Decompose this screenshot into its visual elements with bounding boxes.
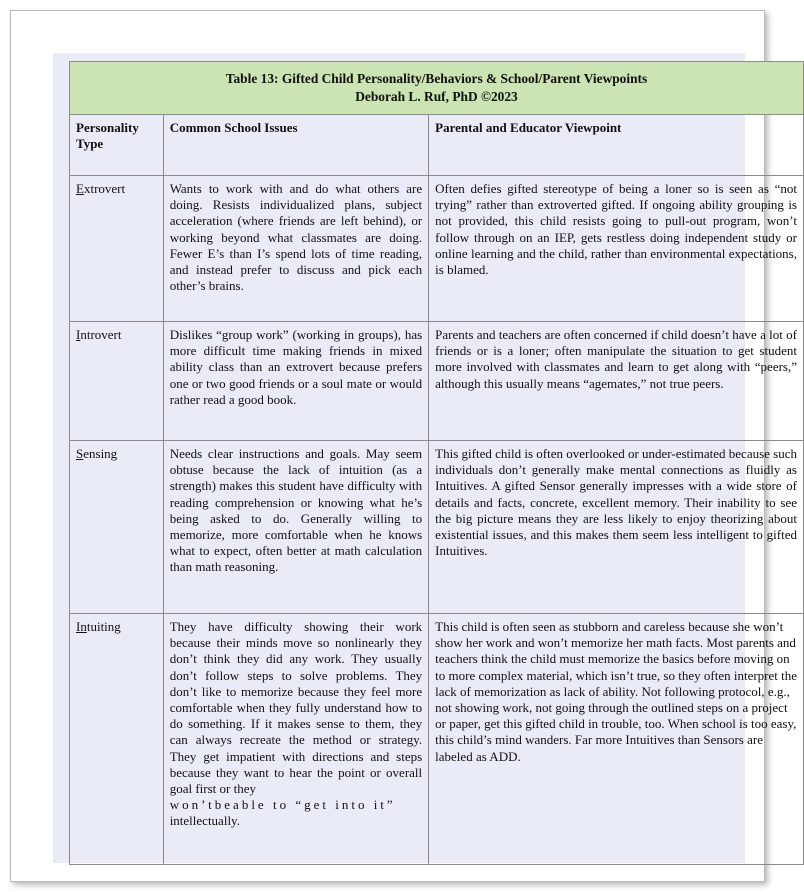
type-rest: tuiting (86, 619, 121, 634)
type-cell-introvert (70, 322, 164, 441)
type-cell-sensing (70, 441, 164, 614)
personality-table (69, 61, 804, 865)
type-initial: S (76, 446, 84, 461)
type-initial: In (76, 619, 87, 634)
type-cell-extrovert (70, 176, 164, 322)
type-rest: ensing (83, 446, 118, 461)
type-initial: I (76, 327, 81, 342)
table-title: Table 13: Gifted Child Personality/Behaviors & School/Parent Viewpoints (225, 71, 648, 86)
header-school-issues: Common School Issues (163, 115, 428, 176)
type-cell-intuiting (70, 614, 164, 865)
header-row (70, 115, 804, 176)
viewpoint-sensing: This gifted child is often overlooked or under-estimated because such individuals don’t generally make mental connections as fluidly as Intuitives. A gifted Sensor generally impresses with a wide store of details and facts, concrete, excellent memory. Their inability to see the big picture means they are less likely to enjoy theorizing about existential issues, and this makes them seem less intelligent to gifted Intuitives. (429, 441, 804, 614)
school-issues-introvert: Dislikes “group work” (working in groups), has more difficult time making friends in mixed ability class than an extrovert because prefers one or two good friends or a soul mate or would rather read a good book. (163, 322, 428, 441)
school-issues-intuiting-text: They have difficulty showing their work because their minds move so nonlinearly they don’t think they did any work. They usually don’t follow steps to solve problems. They don’t like to memorize because they feel more comfortable when they fully understand how to do something. If it makes sense to them, they can always recreate the method or strategy. They get impatient with directions and steps because they want to hear the point or overall goal first or they (169, 619, 423, 797)
school-issues-sensing: Needs clear instructions and goals. May seem obtuse because the lack of intuition (as a strength) makes this student have difficulty with reading comprehension or knowing what he’s being asked to do. Generally willing to memorize, more comfortable when he knows what to expect, often better at math calculation than math reasoning. (163, 441, 428, 614)
table-viewport (53, 53, 798, 863)
table-row-extrovert (70, 176, 804, 322)
type-rest: ntrovert (80, 327, 122, 342)
school-issues-intuiting-end: intellectually. (169, 813, 240, 829)
school-issues-intuiting (163, 614, 428, 865)
school-issues-intuiting-tail: won’tbeable to “get into it” (169, 797, 396, 813)
table-row-sensing (70, 441, 804, 614)
type-rest: xtrovert (83, 181, 126, 196)
header-viewpoint: Parental and Educator Viewpoint (429, 115, 804, 176)
viewpoint-extrovert: Often defies gifted stereotype of being a loner so is seen as “not trying” rather than extroverted gifted. If ongoing ability grouping is not provided, this child resists going to pull-out program, won’t follow through on an IEP, gets restless doing independent study or online learning and the child, rather than environmental expectations, is blamed. (429, 176, 804, 322)
type-initial: E (76, 181, 84, 196)
table-row-intuiting (70, 614, 804, 865)
document-frame (10, 10, 798, 882)
table-row-introvert (70, 322, 804, 441)
header-personality-type: Personality Type (70, 115, 164, 176)
viewpoint-intuiting: This child is often seen as stubborn and careless because she won’t show her work and won’t memorize her math facts. Most parents and teachers think the child must memorize the basics before moving on to more complex material, which isn’t true, so they often interpret the lack of memorization as lack of ability. Not following protocol, e.g., not showing work, not going through the outlined steps on a project or paper, get this gifted child in trouble, too. When school is too easy, this child’s mind wanders. Far more Intuitives than Sensors are labeled as ADD. (429, 614, 804, 865)
table-title-cell (70, 62, 804, 115)
viewpoint-introvert: Parents and teachers are often concerned if child doesn’t have a lot of friends or is a loner; often manipulate the situation to get student more involved with classmates and learn to get along with “peers,” although this usually means “agemates,” not true peers. (429, 322, 804, 441)
school-issues-extrovert: Wants to work with and do what others are doing. Resists individualized plans, subject acceleration (where friends are left behind), or working beyond what classmates are doing. Fewer E’s than I’s spend lots of time reading, and instead prefer to discuss and pick each other’s brains. (163, 176, 428, 322)
table-title-row (70, 62, 804, 115)
table-author: Deborah L. Ruf, PhD ©2023 (355, 89, 518, 104)
